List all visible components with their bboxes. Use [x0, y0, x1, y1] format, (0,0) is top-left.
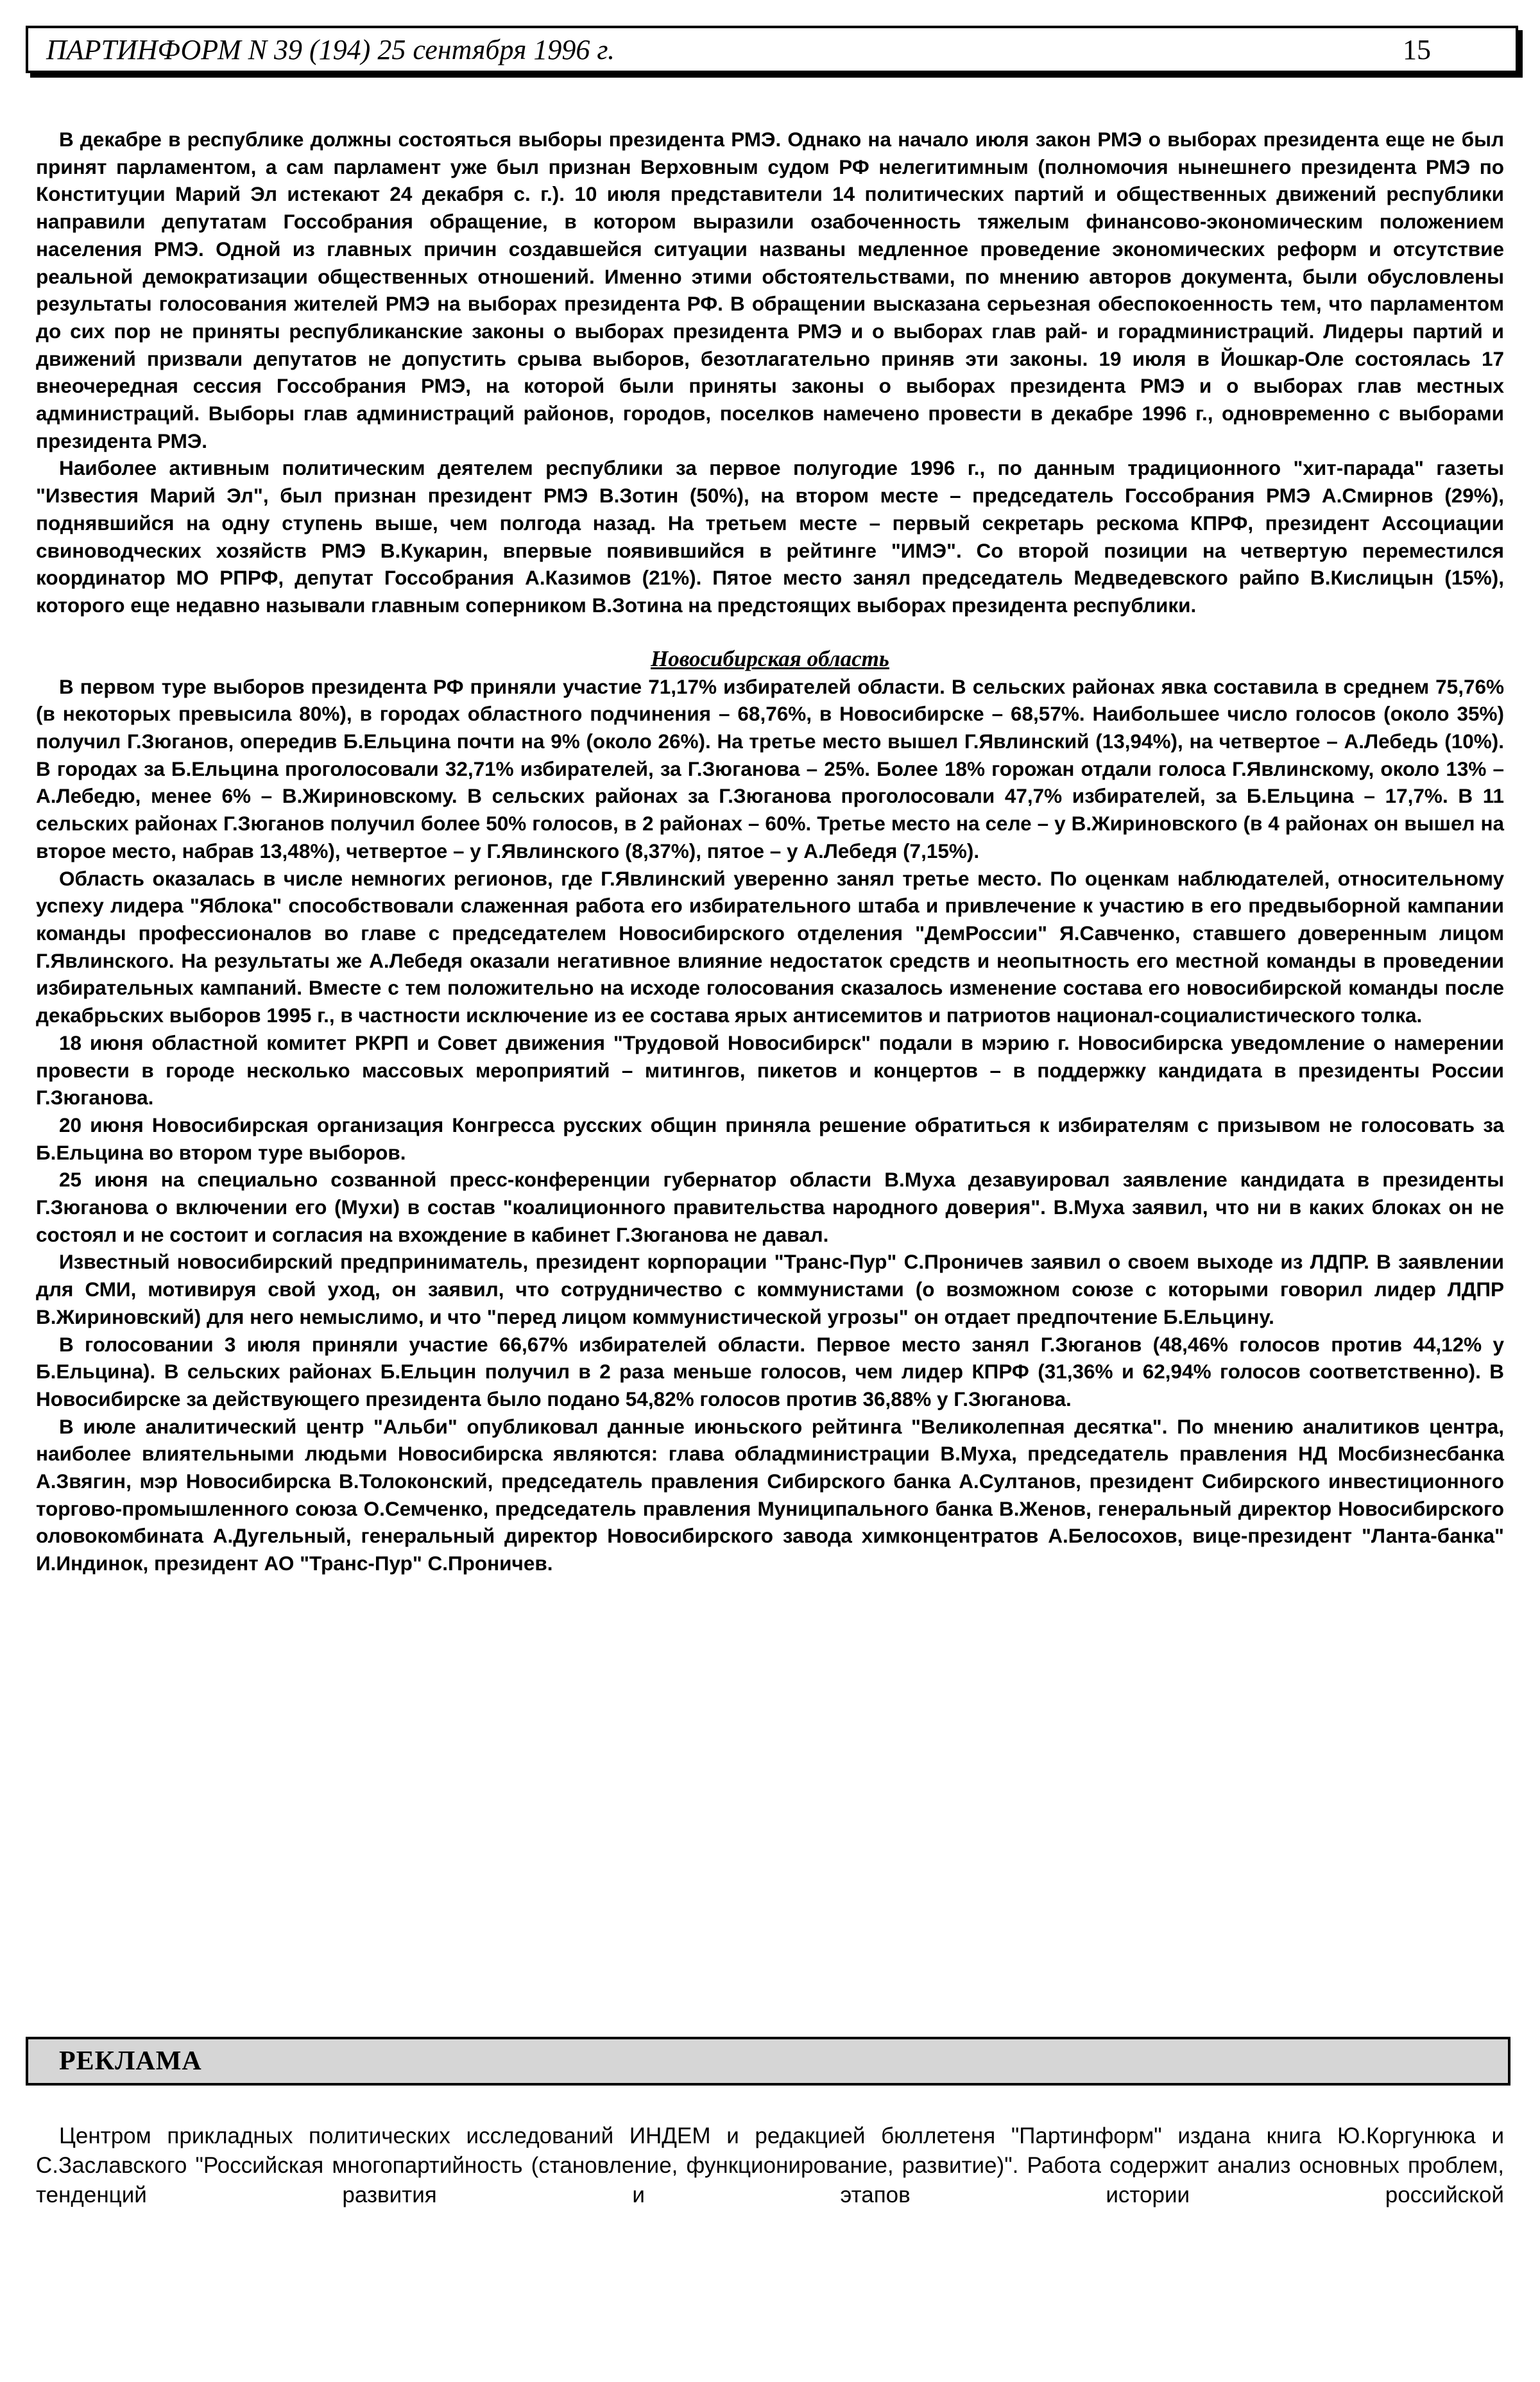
article-body [36, 126, 1504, 1577]
paragraph: Известный новосибирский предприниматель, президент корпорации "Транс-Пур" С.Проничев заявил о своем выходе из ЛДПР. В заявлении для СМИ, мотивируя свой уход, он заявил, что сотрудничество с коммунистами (о возможном союзе с которыми говорил лидер ЛДПР В.Жириновский) для него немыслимо, и что "перед лицом коммунистической угрозы" он отдает предпочтение Б.Ельцину. [36, 1250, 1504, 1328]
issue-title: ПАРТИНФОРМ N 39 (194) 25 сентября 1996 г. [46, 34, 615, 65]
advertisement-paragraph: Центром прикладных политических исследований ИНДЕМ и редакцией бюллетеня "Партинформ" издана книга Ю.Коргунюка и С.Заславского "Российская многопартийность (становление, функционирование, развитие)". Работа содержит анализ основных проблем, тенденций развития и этапов истории российской [36, 2123, 1504, 2207]
paragraph: В голосовании 3 июля приняли участие 66,67% избирателей области. Первое место занял Г.Зюганов (48,46% голосов против 44,12% у Б.Ельцина). В сельских районах Б.Ельцин получил в 2 раза меньше голосов, чем лидер КПРФ (31,36% и 62,94% голосов соответственно). В Новосибирске за действующего президента было подано 54,82% голосов против 36,88% у Г.Зюганова. [36, 1332, 1504, 1410]
paragraph: 20 июня Новосибирская организация Конгресса русских общин приняла решение обратиться к избирателям с призывом не голосовать за Б.Ельцина во втором туре выборов. [36, 1113, 1504, 1164]
paragraph: В декабре в республике должны состояться выборы президента РМЭ. Однако на начало июля закон РМЭ о выборах президента еще не был принят парламентом, а сам парламент уже был признан Верховным судом РФ нелегитимным (полномочия нынешнего президента РМЭ по Конституции Марий Эл истекают 24 декабря с. г.). 10 июля представители 14 политических партий и общественных движений республики направили депутатам Госсобрания обращение, в котором выразили озабоченность тяжелым финансово-экономическим положением населения РМЭ. Одной из главных причин создавшейся ситуации названы медленное проведение экономических реформ и отсутствие реальной демократизации общественных отношений. Именно этими обстоятельствами, по мнению авторов документа, были обусловлены результаты голосования жителей РМЭ на выборах президента РФ. В обращении высказана серьезная обеспокоенность тем, что парламентом до сих пор не приняты республиканские законы о выборах президента РМЭ и о выборах глав рай- и горадминистраций. Лидеры партий и движений призвали депутатов не допустить срыва выборов, безотлагательно приняв эти законы. 19 июля в Йошкар-Оле состоялась 17 внеочередная сессия Госсобрания РМЭ, на которой были приняты законы о выборах президента РМЭ и о выборах глав местных администраций. Выборы глав администраций районов, городов, поселков намечено провести в декабре 1996 г., одновременно с выборами президента РМЭ. [36, 128, 1504, 452]
paragraph: Область оказалась в числе немногих регионов, где Г.Явлинский уверенно занял третье место. По оценкам наблюдателей, относительному успеху лидера "Яблока" способствовали слаженная работа его избирательного штаба и привлечение к участию в его предвыборной кампании команды профессионалов во главе с председателем Новосибирского отделения "ДемРоссии" Я.Савченко, ставшего доверенным лицом Г.Явлинского. На результаты же А.Лебедя оказали негативное влияние недостаток средств и неопытность его местной команды в проведении избирательных кампаний. Вместе с тем положительно на исходе голосования сказалось изменение состава его новосибирской команды после декабрьских выборов 1995 г., в частности исключение из ее состава ярых антисемитов и патриотов национал-социалистического толка. [36, 866, 1504, 1027]
advertisement-body [36, 2121, 1504, 2210]
advertisement-header [26, 2037, 1510, 2086]
paragraph: 18 июня областной комитет РКРП и Совет движения "Трудовой Новосибирск" подали в мэрию г. Новосибирска уведомление о намерении провести в городе несколько массовых мероприятий – митингов, пикетов и концертов – в поддержку кандидата в президенты России Г.Зюганова. [36, 1031, 1504, 1110]
paragraph: 25 июня на специально созванной пресс-конференции губернатор области В.Муха дезавуировал заявление кандидата в президенты Г.Зюганова о включении его (Мухи) в состав "коалиционного правительства народного доверия". В.Муха заявил, что ни в каких блоках он не состоял и не состоит и согласия на вхождение в кабинет Г.Зюганова не давал. [36, 1168, 1504, 1246]
paragraph: Наиболее активным политическим деятелем республики за первое полугодие 1996 г., по данным традиционного "хит-парада" газеты "Известия Марий Эл", был признан президент РМЭ В.Зотин (50%), на втором месте – председатель Госсобрания РМЭ А.Смирнов (29%), поднявшийся на одну ступень выше, чем полгода назад. На третьем месте – первый секретарь рескома КПРФ, президент Ассоциации свиноводческих хозяйств РМЭ В.Кукарин, впервые появившийся в рейтинге "ИМЭ". Со второй позиции на четвертую переместился координатор МО РПРФ, депутат Госсобрания А.Казимов (21%). Пятое место занял председатель Медведевского райпо В.Кислицын (15%), которого еще недавно называли главным соперником В.Зотина на предстоящих выборах президента республики. [36, 456, 1504, 617]
page-header [26, 26, 1518, 73]
paragraph: В первом туре выборов президента РФ приняли участие 71,17% избирателей области. В сельских районах явка составила в среднем 75,76% (в некоторых превысила 80%), в городах областного подчинения – 68,76%, в Новосибирске – 68,57%. Наибольшее число голосов (около 35%) получил Г.Зюганов, опередив Б.Ельцина почти на 9% (около 26%). На третье место вышел Г.Явлинский (13,94%), на четвертое – А.Лебедь (10%). В городах за Б.Ельцина проголосовали 32,71% избирателей, за Г.Зюганова – 25%. Более 18% горожан отдали голоса Г.Явлинскому, около 13% – А.Лебедю, менее 6% – В.Жириновскому. В сельских районах за Г.Зюганова проголосовали 47,7% избирателей, за Б.Ельцина – 17,7%. В 11 сельских районах Г.Зюганов получил более 50% голосов, в 2 районах – 60%. Третье место на селе – у В.Жириновского (в 4 районах он вышел на второе место, набрав 13,48%), четвертое – у Г.Явлинского (8,37%), пятое – у А.Лебедя (7,15%). [36, 674, 1504, 862]
page-number: 15 [1403, 34, 1431, 65]
paragraph: В июле аналитический центр "Альби" опубликовал данные июньского рейтинга "Великолепная десятка". По мнению аналитиков центра, наиболее влиятельными людьми Новосибирска являются: глава обладминистрации В.Муха, председатель правления НД Мосбизнесбанка А.Звягин, мэр Новосибирска В.Толоконский, председатель правления Сибирского банка А.Султанов, президент Сибирского инвестиционного торгово-промышленного союза О.Семченко, председатель правления Муниципального банка В.Женов, генеральный директор Новосибирского оловокомбината А.Дугельный, генеральный директор Новосибирского завода химконцентратов А.Белосохов, вице-президент "Ланта-банка" И.Индинок, президент АО "Транс-Пур" С.Проничев. [36, 1414, 1504, 1575]
section-heading: Новосибирская область [651, 646, 889, 671]
advertisement-title: РЕКЛАМА [59, 2046, 202, 2076]
